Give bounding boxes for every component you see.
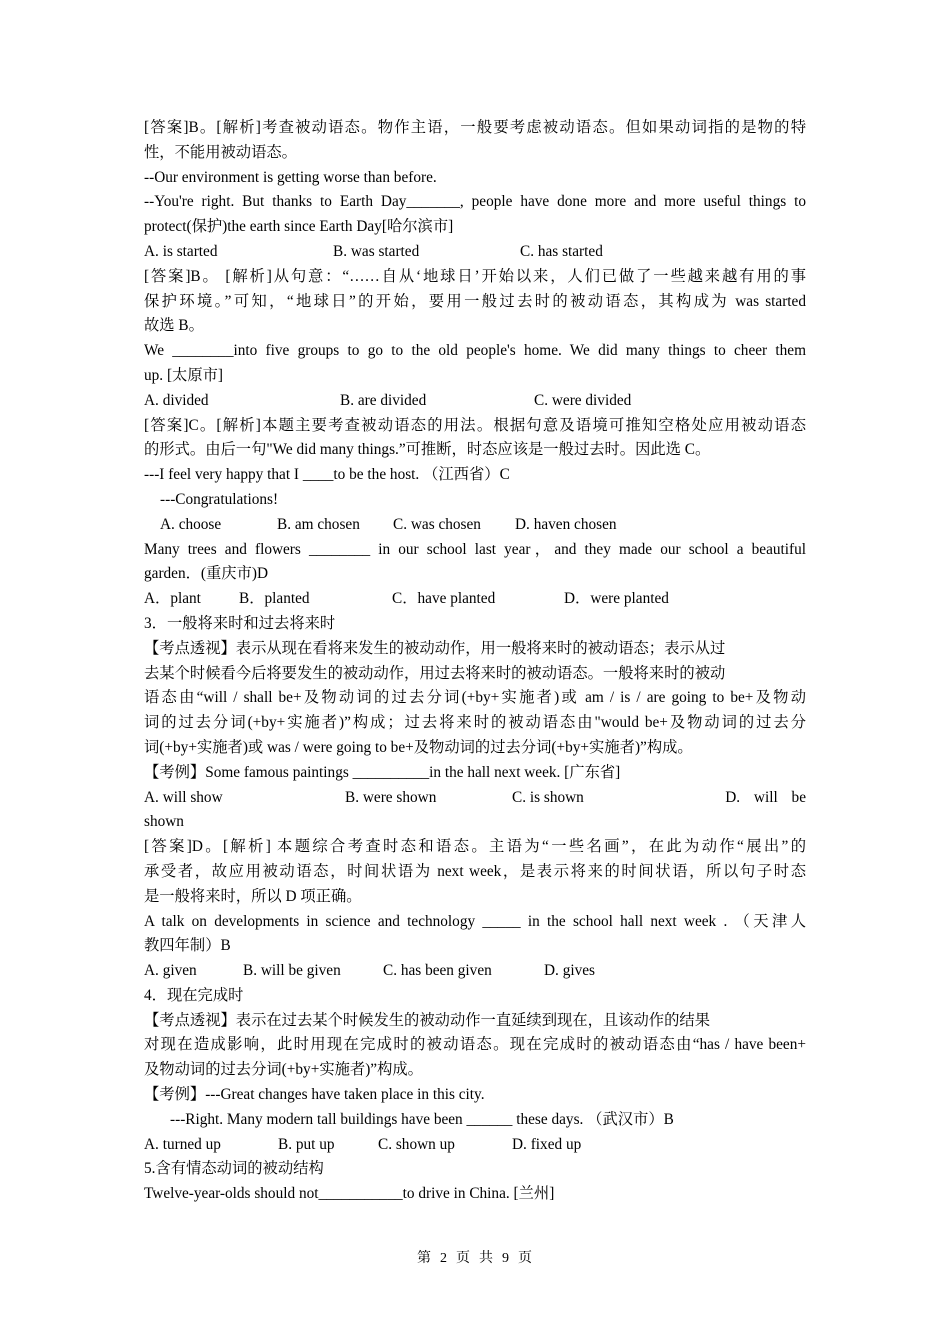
explanation-text: 及物动词的过去分词(+by+实施者)”构成。 — [144, 1061, 423, 1079]
option-row — [144, 587, 806, 612]
option: C. shown up — [378, 1135, 455, 1153]
section-heading: 4．现在完成时 — [144, 986, 244, 1004]
option: A．plant — [144, 590, 201, 608]
answer-text: 承受者，故应用被动语态，时间状语为 next week，是表示将来的时间状语，所以句子时态 — [144, 862, 806, 880]
option: B. put up — [278, 1135, 335, 1153]
option-row — [144, 513, 806, 538]
option: A. turned up — [144, 1135, 221, 1153]
explanation-text: 词的过去分词(+by+实施者)”构成；过去将来时的被动语态由"would be+及物动词的过去分 — [144, 714, 806, 732]
answer-text: 保护环境。”可知，“地球日”的开始，要用一般过去时的被动语态，其构成为 was started — [144, 292, 806, 310]
example-text: 【考例】---Great changes have taken place in this city. — [144, 1086, 485, 1104]
option: C．have planted — [392, 590, 496, 608]
option: D．were planted — [564, 590, 669, 608]
option: A. choose — [160, 515, 222, 533]
option: D. haven chosen — [515, 515, 617, 533]
footer-total-pages: 9 — [502, 1251, 510, 1266]
explanation-text: 【考点透视】表示在过去某个时候发生的被动动作一直延续到现在，且该动作的结果 — [144, 1011, 710, 1029]
option: C. has been given — [383, 962, 492, 980]
option: B. are divided — [340, 391, 427, 409]
option-row — [144, 959, 806, 984]
option: B. am chosen — [277, 515, 360, 533]
option: D. will be — [725, 788, 806, 806]
option: A. will show — [144, 788, 223, 806]
question-text: garden．(重庆市)D — [144, 565, 269, 583]
document-body — [144, 116, 806, 1207]
option: A. is started — [144, 242, 218, 260]
question-text: protect(保护)the earth since Earth Day[哈尔滨市] — [144, 218, 454, 236]
question-text: 教四年制）B — [144, 937, 231, 955]
example-text: ---Right. Many modern tall buildings have been ______ these days. （武汉市）B — [170, 1110, 674, 1128]
option: D. gives — [544, 962, 595, 980]
option-row — [144, 389, 806, 414]
answer-text: 是一般将来时，所以 D 项正确。 — [144, 887, 362, 905]
section-heading: 3．一般将来时和过去将来时 — [144, 614, 336, 632]
answer-text: [答案]D。[解析] 本题综合考查时态和语态。主语为“一些名画”，在此为动作“展出”的 — [144, 838, 806, 856]
answer-text: [答案]B。 [解析]从句意：“……自从‘地球日’开始以来，人们已做了一些越来越有用的事 — [144, 267, 806, 285]
explanation-text: 【考点透视】表示从现在看将来发生的被动动作，用一般将来时的被动语态；表示从过 — [144, 639, 726, 657]
question-text: Twelve-year-olds should not___________to drive in China. [兰州] — [144, 1185, 555, 1203]
footer-page-label: 页 — [456, 1251, 471, 1266]
option-continuation: shown — [144, 813, 184, 831]
option: B．planted — [239, 590, 310, 608]
question-text: ---I feel very happy that I ____to be the host. （江西省）C — [144, 466, 510, 484]
option: D. fixed up — [512, 1135, 582, 1153]
option-row — [144, 1133, 806, 1158]
option: C. were divided — [534, 391, 632, 409]
section-heading: 5.含有情态动词的被动结构 — [144, 1160, 324, 1178]
answer-text: [答案]C。[解析]本题主要考查被动语态的用法。根据句意及语境可推知空格处应用被动语态 — [144, 416, 806, 434]
option: C. has started — [520, 242, 603, 260]
question-text: up. [太原市] — [144, 366, 224, 384]
question-text: --Our environment is getting worse than before. — [144, 168, 437, 186]
option: A. given — [144, 962, 197, 980]
explanation-text: 对现在造成影响，此时用现在完成时的被动语态。现在完成时的被动语态由“has / have been+ — [144, 1036, 806, 1054]
question-text: ---Congratulations! — [160, 490, 279, 508]
page-footer — [0, 1247, 950, 1267]
explanation-text: 词(+by+实施者)或 was / were going to be+及物动词的过去分词(+by+实施者)”构成。 — [144, 738, 693, 756]
explanation-text: 去某个时候看今后将要发生的被动动作，用过去将来时的被动语态。一般将来时的被动 — [144, 664, 726, 682]
question-text: We ________into five groups to go to the old people's home. We did many things to cheer them — [144, 342, 806, 360]
answer-text: 性，不能用被动语态。 — [144, 143, 297, 161]
option: A. divided — [144, 391, 209, 409]
option: B. was started — [333, 242, 420, 260]
answer-text: [答案]B。[解析]考查被动语态。物作主语，一般要考虑被动语态。但如果动词指的是物的特 — [144, 119, 806, 136]
footer-prefix: 第 — [417, 1251, 432, 1266]
question-text: Many trees and flowers ________ in our school last year，and they made our school a beautiful — [144, 540, 806, 558]
option: B. will be given — [243, 962, 341, 980]
footer-suffix: 页 — [518, 1251, 533, 1266]
option-row — [144, 786, 806, 811]
option-row — [144, 240, 806, 265]
question-text: --You're right. But thanks to Earth Day_______, people have done more and more useful things to — [144, 193, 806, 211]
answer-text: 的形式。由后一句"We did many things.”可推断，时态应该是一般过去时。因此选 C。 — [144, 441, 711, 459]
example-text: 【考例】Some famous paintings __________in the hall next week. [广东省] — [144, 763, 621, 781]
footer-total-label: 共 — [479, 1251, 494, 1266]
answer-text: 故选 B。 — [144, 317, 204, 335]
option: C. was chosen — [393, 515, 481, 533]
explanation-text: 语态由“will / shall be+及物动词的过去分词(+by+实施者)或 am / is / are going to be+及物动 — [144, 689, 806, 707]
option: B. were shown — [345, 788, 437, 806]
question-text: A talk on developments in science and technology _____ in the school hall next week . （天津人 — [144, 912, 806, 930]
footer-page-number: 2 — [440, 1251, 448, 1266]
option: C. is shown — [512, 788, 584, 806]
